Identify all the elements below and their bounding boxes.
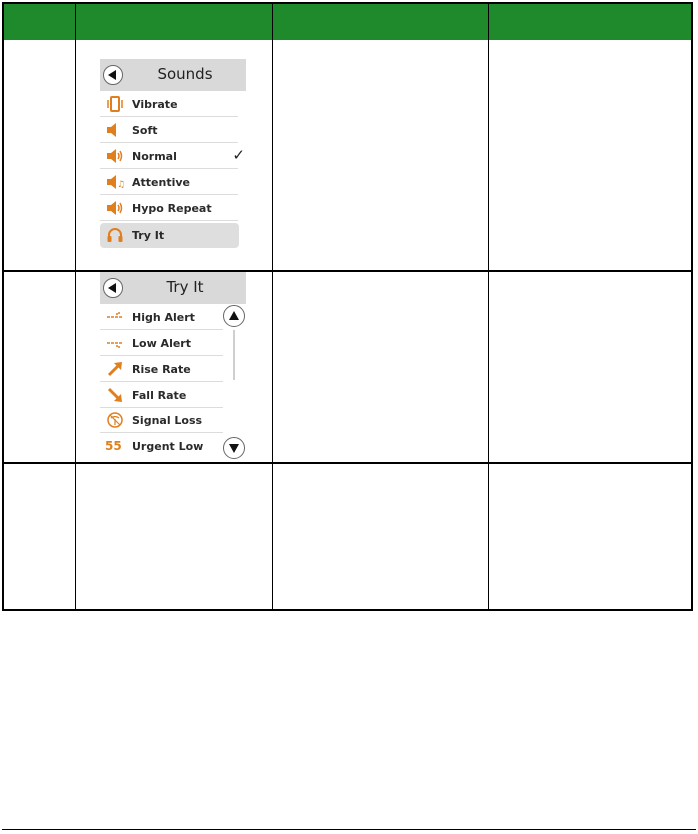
menu-item-label: Fall Rate <box>132 389 187 402</box>
menu-item-label: Hypo Repeat <box>132 202 212 215</box>
menu-item-try-it[interactable] <box>100 223 239 248</box>
fall-rate-icon <box>106 387 124 403</box>
speaker-normal-icon <box>106 148 124 164</box>
menu-item-label: Rise Rate <box>132 363 191 376</box>
scroll-down-button[interactable] <box>223 437 245 459</box>
check-icon: ✓ <box>232 146 245 164</box>
triangle-up-icon <box>224 306 244 326</box>
menu-item-normal[interactable] <box>100 144 245 169</box>
menu-item-hypo-repeat[interactable] <box>100 196 238 221</box>
back-button[interactable] <box>103 65 123 85</box>
title-bar <box>100 272 246 304</box>
scrollbar[interactable] <box>233 330 235 380</box>
menu-item-rise-rate[interactable] <box>100 357 223 382</box>
table-header-row <box>4 4 691 40</box>
headphones-icon <box>106 227 124 243</box>
menu-item-vibrate[interactable] <box>100 92 238 117</box>
speaker-soft-icon <box>106 122 124 138</box>
screen-title: Try It <box>166 278 204 296</box>
menu-item-label: Signal Loss <box>132 414 203 427</box>
svg-text:♫: ♫ <box>117 180 126 190</box>
scroll-up-button[interactable] <box>223 305 245 327</box>
row-divider <box>4 462 691 464</box>
menu-item-label: Try It <box>132 229 165 242</box>
speaker-repeat-icon <box>106 200 124 216</box>
menu-item-urgent-low[interactable] <box>100 434 223 459</box>
back-button[interactable] <box>103 278 123 298</box>
low-alert-icon <box>106 335 124 351</box>
menu-item-label: Attentive <box>132 176 190 189</box>
column-divider <box>75 4 76 609</box>
high-alert-icon <box>106 309 124 325</box>
menu-item-label: High Alert <box>132 311 195 324</box>
sounds-screen <box>100 59 246 249</box>
triangle-down-icon <box>224 438 244 458</box>
screen-title: Sounds <box>157 65 213 83</box>
menu-item-label: Soft <box>132 124 158 137</box>
menu-item-attentive[interactable] <box>100 170 238 195</box>
column-divider <box>272 4 273 609</box>
try-it-screen <box>100 272 246 462</box>
rise-rate-icon <box>106 361 124 377</box>
menu-item-fall-rate[interactable] <box>100 383 223 408</box>
menu-item-high-alert[interactable] <box>100 305 223 330</box>
menu-item-soft[interactable] <box>100 118 238 143</box>
urgent-low-icon: 55 <box>105 439 122 453</box>
menu-item-label: Urgent Low <box>132 440 204 453</box>
speaker-attentive-icon <box>106 174 124 190</box>
vibrate-icon <box>106 96 124 112</box>
menu-item-signal-loss[interactable] <box>100 408 223 433</box>
menu-item-label: Vibrate <box>132 98 178 111</box>
menu-item-label: Normal <box>132 150 177 163</box>
signal-loss-icon <box>106 412 124 428</box>
column-divider <box>488 4 489 609</box>
page-footer-rule <box>2 829 696 830</box>
menu-item-low-alert[interactable] <box>100 331 223 356</box>
title-bar <box>100 59 246 91</box>
menu-item-label: Low Alert <box>132 337 191 350</box>
